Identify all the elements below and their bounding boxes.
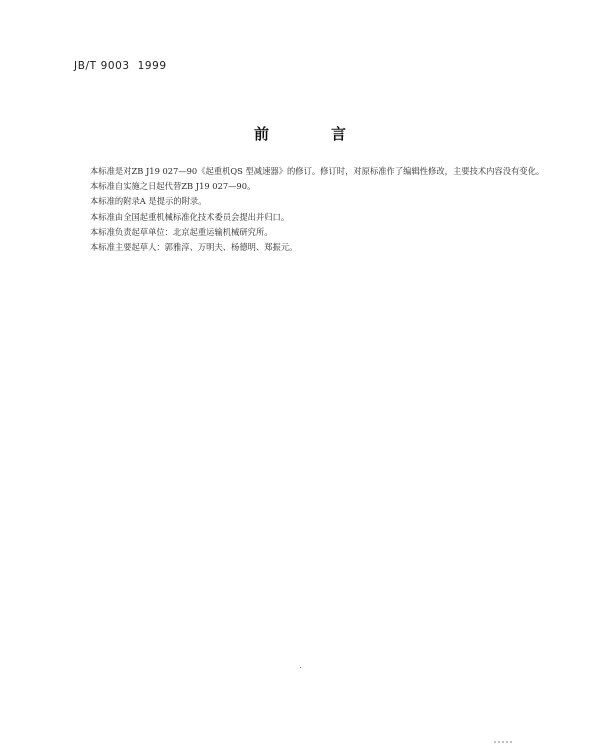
paragraph-replacement: 本标准自实施之日起代替ZB J19 027—90。 [90,181,256,192]
paragraph-proposer: 本标准由全国起重机械标准化技术委员会提出并归口。 [90,211,290,222]
scan-dot [300,667,301,668]
paragraph-drafters: 本标准主要起草人：郭雅淳、万明夫、杨德明、郑振元。 [90,242,298,253]
paragraph-appendix: 本标准的附录A 是提示的附录。 [90,196,207,207]
scan-artifact [494,741,512,743]
page-title: 前言 [253,125,408,143]
paragraph-revision: 本标准是对ZB J19 027—90《起重机QS 型减速器》的修订。修订时，对原标准作了编辑性修改，主要技术内容没有变化。 [90,166,545,176]
foreword-body [74,164,546,255]
paragraph-drafting-unit: 本标准负责起草单位：北京起重运输机械研究所。 [90,226,273,237]
standard-number: JB/T 9003 1999 [74,60,167,72]
